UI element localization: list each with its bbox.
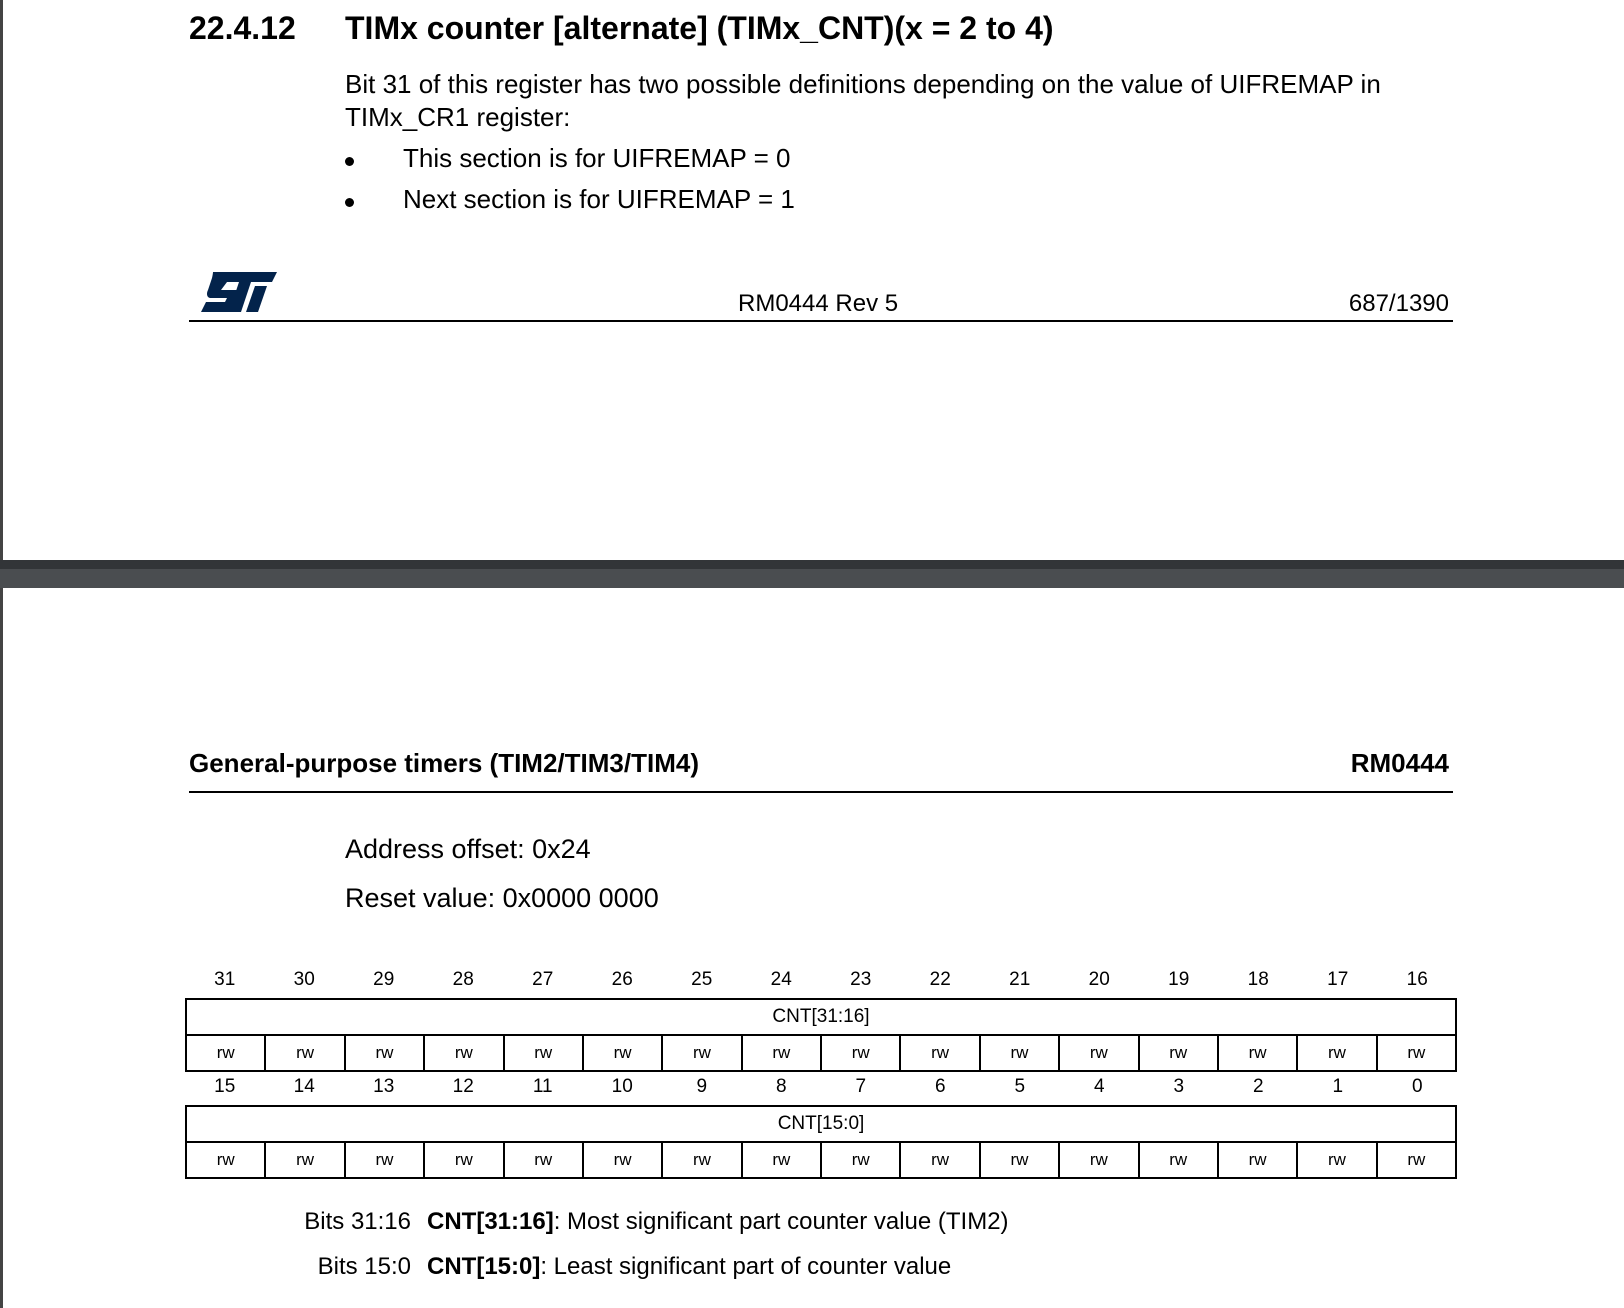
bullet-dot-icon xyxy=(345,198,354,207)
bit-number: 1 xyxy=(1332,1076,1344,1097)
bit-numbers-low xyxy=(185,1069,1457,1105)
bit-number: 12 xyxy=(452,1076,474,1097)
bit-number: 30 xyxy=(293,969,315,990)
register-low-half xyxy=(185,1069,1457,1179)
access-cell: rw xyxy=(264,1143,343,1177)
bit-number: 10 xyxy=(611,1076,633,1097)
bullet-list xyxy=(345,142,795,224)
bit-number: 19 xyxy=(1168,969,1190,990)
access-cell: rw xyxy=(741,1036,820,1070)
access-cell: rw xyxy=(1296,1036,1375,1070)
footer-rule xyxy=(189,320,1453,322)
bit-number: 16 xyxy=(1406,969,1428,990)
access-cell: rw xyxy=(820,1036,899,1070)
bit-number: 3 xyxy=(1173,1076,1185,1097)
access-cell: rw xyxy=(264,1036,343,1070)
register-field-box xyxy=(185,1105,1457,1179)
access-cell: rw xyxy=(423,1036,502,1070)
access-cell: rw xyxy=(1058,1143,1137,1177)
header-doc-id: RM0444 xyxy=(1350,748,1449,778)
section-number: 22.4.12 xyxy=(189,10,296,46)
access-cell: rw xyxy=(582,1036,661,1070)
bit-number: 14 xyxy=(293,1076,315,1097)
bit-number: 27 xyxy=(532,969,554,990)
bit-number: 2 xyxy=(1252,1076,1264,1097)
header-rule xyxy=(189,791,1453,793)
access-cell: rw xyxy=(1217,1036,1296,1070)
field-cnt-high: CNT[31:16] xyxy=(187,1000,1455,1036)
access-cell: rw xyxy=(503,1036,582,1070)
field-description: : Most significant part counter value (TIM2) xyxy=(553,1208,1009,1235)
bit-description-text xyxy=(427,1208,1009,1236)
bit-description-row xyxy=(3,1208,1624,1242)
bit-number: 5 xyxy=(1014,1076,1026,1097)
pdf-page-lower xyxy=(0,588,1624,1308)
access-cell: rw xyxy=(741,1143,820,1177)
st-logo-icon xyxy=(199,270,279,314)
bit-number: 24 xyxy=(770,969,792,990)
access-cell: rw xyxy=(661,1036,740,1070)
bit-number: 0 xyxy=(1411,1076,1423,1097)
access-cell: rw xyxy=(820,1143,899,1177)
access-cell: rw xyxy=(216,1043,235,1062)
bit-range-label: Bits 31:16 xyxy=(304,1208,411,1235)
header-chapter-title: General-purpose timers (TIM2/TIM3/TIM4) xyxy=(189,748,699,778)
access-cell: rw xyxy=(1138,1143,1217,1177)
access-cell: rw xyxy=(899,1036,978,1070)
bullet-item: Next section is for UIFREMAP = 1 xyxy=(345,183,795,224)
bit-number: 21 xyxy=(1009,969,1031,990)
bit-number: 7 xyxy=(855,1076,867,1097)
page-separator xyxy=(0,560,1624,588)
access-row-low xyxy=(187,1143,1455,1177)
register-high-half xyxy=(185,962,1457,1072)
access-cell: rw xyxy=(1376,1143,1455,1177)
bit-number: 11 xyxy=(532,1076,553,1097)
bit-number: 13 xyxy=(373,1076,395,1097)
address-offset: Address offset: 0x24 xyxy=(345,834,591,864)
access-cell: rw xyxy=(661,1143,740,1177)
pdf-page-upper xyxy=(0,0,1624,560)
access-cell: rw xyxy=(1138,1036,1217,1070)
intro-paragraph: Bit 31 of this register has two possible definitions depending on the value of UIFREMAP in TIMx_CR1 register: xyxy=(345,69,1381,132)
bit-number: 31 xyxy=(214,969,236,990)
bit-number: 29 xyxy=(373,969,395,990)
bit-number: 15 xyxy=(214,1076,236,1097)
bullet-item: This section is for UIFREMAP = 0 xyxy=(345,142,795,183)
bit-number: 17 xyxy=(1327,969,1349,990)
access-cell: rw xyxy=(979,1036,1058,1070)
access-row-high xyxy=(187,1036,1455,1070)
bullet-dot-icon xyxy=(345,157,354,166)
footer-page-number: 687/1390 xyxy=(1348,290,1449,317)
footer-doc-rev: RM0444 Rev 5 xyxy=(738,290,899,317)
access-cell: rw xyxy=(1296,1143,1375,1177)
access-cell: rw xyxy=(216,1150,235,1169)
bit-number: 23 xyxy=(850,969,872,990)
bit-number: 9 xyxy=(696,1076,708,1097)
access-cell: rw xyxy=(979,1143,1058,1177)
access-cell: rw xyxy=(899,1143,978,1177)
bit-description-row xyxy=(3,1253,1624,1287)
access-cell: rw xyxy=(1058,1036,1137,1070)
reset-value: Reset value: 0x0000 0000 xyxy=(345,883,659,913)
section-title: TIMx counter [alternate] (TIMx_CNT)(x = 2 to 4) xyxy=(345,10,1054,46)
field-description: : Least significant part of counter value xyxy=(540,1253,952,1280)
access-cell: rw xyxy=(503,1143,582,1177)
bit-number: 28 xyxy=(452,969,474,990)
bit-number: 25 xyxy=(691,969,713,990)
bit-number: 6 xyxy=(934,1076,946,1097)
bit-number: 18 xyxy=(1247,969,1269,990)
register-field-box xyxy=(185,998,1457,1072)
bit-number: 4 xyxy=(1093,1076,1105,1097)
access-cell: rw xyxy=(423,1143,502,1177)
bit-range-label: Bits 15:0 xyxy=(317,1253,411,1280)
field-name: CNT[15:0] xyxy=(427,1253,541,1280)
bit-description-text xyxy=(427,1253,951,1281)
bit-number: 8 xyxy=(775,1076,787,1097)
bit-number: 22 xyxy=(929,969,951,990)
field-name: CNT[31:16] xyxy=(427,1208,554,1235)
bit-number: 26 xyxy=(611,969,633,990)
access-cell: rw xyxy=(1217,1143,1296,1177)
access-cell: rw xyxy=(344,1036,423,1070)
bit-numbers-high xyxy=(185,962,1457,998)
field-cnt-low: CNT[15:0] xyxy=(187,1107,1455,1143)
access-cell: rw xyxy=(344,1143,423,1177)
access-cell: rw xyxy=(1376,1036,1455,1070)
bit-number: 20 xyxy=(1088,969,1110,990)
access-cell: rw xyxy=(582,1143,661,1177)
